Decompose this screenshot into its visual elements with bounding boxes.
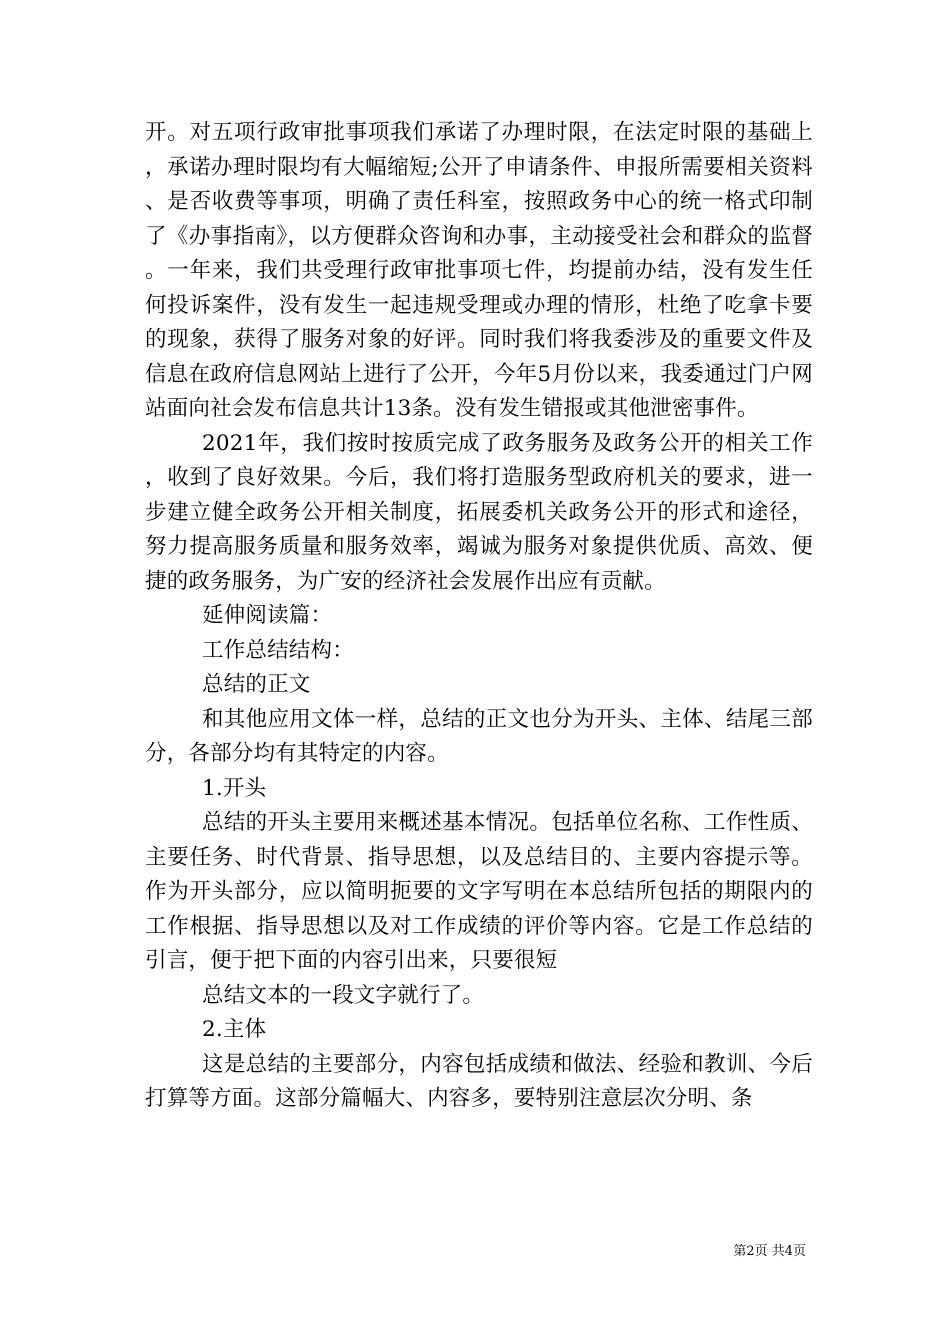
page-number-indicator: 第2页 共4页 [733, 1244, 806, 1259]
paragraph-continuation: 开。对五项行政审批事项我们承诺了办理时限，在法定时限的基础上，承诺办理时限均有大幅缩短;公开了申请条件、申报所需要相关资料、是否收费等事项，明确了责任科室，按照政务中心的统一格式印制了《办事指南》，以方便群众咨询和办事，主动接受社会和群众的监督。一年来，我们共受理行政审批事项七件，均提前办结，没有发生任何投诉案件，没有发生一起违规受理或办理的情形，杜绝了吃拿卡要的现象，获得了服务对象的好评。同时我们将我委涉及的重要文件及信息在政府信息网站上进行了公开，今年5月份以来，我委通过门户网站面向社会发布信息共计13条。没有发生错报或其他泄密事件。 [145, 120, 813, 421]
section-heading-opening: 1.开头 [202, 775, 267, 801]
paragraph-opening-tail: 总结文本的一段文字就行了。 [202, 982, 485, 1008]
extended-reading-label: 延伸阅读篇： [202, 603, 333, 628]
section-heading-structure: 工作总结结构： [202, 637, 354, 663]
section-heading-main-body: 2.主体 [202, 1017, 267, 1042]
paragraph-body-intro: 和其他应用文体一样，总结的正文也分为开头、主体、结尾三部分，各部分均有其特定的内容。 [145, 706, 813, 766]
paragraph-main-body-description: 这是总结的主要部分，内容包括成绩和做法、经验和教训、今后打算等方面。这部分篇幅大、内容多，要特别注意层次分明、条 [145, 1051, 813, 1111]
document-body [145, 116, 813, 1117]
paragraph-opening-description: 总结的开头主要用来概述基本情况。包括单位名称、工作性质、主要任务、时代背景、指导思想，以及总结目的、主要内容提示等。作为开头部分，应以简明扼要的文字写明在本总结所包括的期限内的工作根据、指导思想以及对工作成绩的评价等内容。它是工作总结的引言，便于把下面的内容引出来，只要很短 [145, 810, 813, 973]
section-heading-body-text: 总结的正文 [202, 672, 311, 697]
paragraph-2021-summary: 2021年，我们按时按质完成了政务服务及政务公开的相关工作，收到了良好效果。今后，我们将打造服务型政府机关的要求，进一步建立健全政务公开相关制度，拓展委机关政务公开的形式和途径，努力提高服务质量和服务效率，竭诚为服务对象提供优质、高效、便捷的政务服务，为广安的经济社会发展作出应有贡献。 [145, 430, 813, 594]
